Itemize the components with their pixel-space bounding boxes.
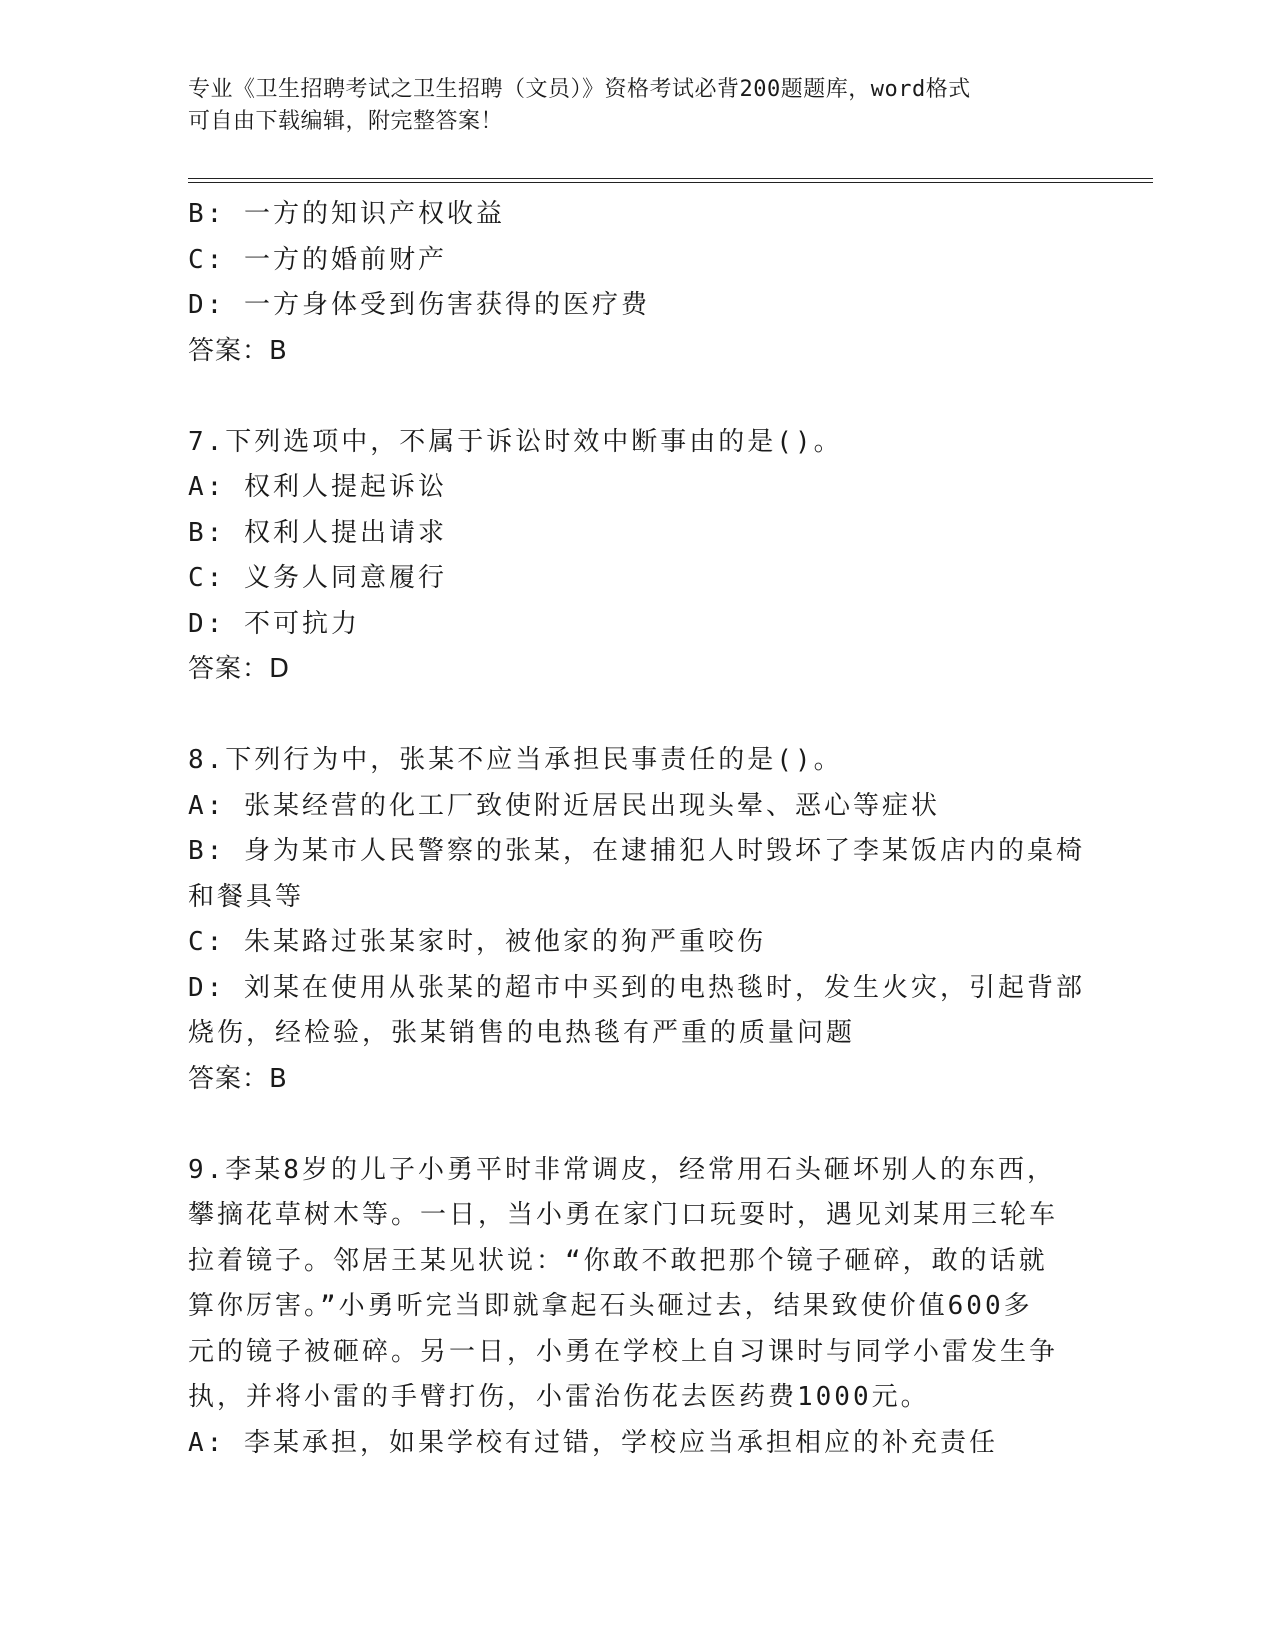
header-title-line-1: 专业《卫生招聘考试之卫生招聘（文员）》资格考试必背200题题库，word格式: [188, 77, 971, 102]
q8-option-c: C: 朱某路过张某家时，被他家的狗严重咬伤: [188, 927, 766, 957]
q8-option-d-line-2: 烧伤，经检验，张某销售的电热毯有严重的质量问题: [188, 1018, 856, 1048]
q7-answer: 答案：D: [188, 654, 291, 684]
q7-option-b: B: 权利人提出请求: [188, 517, 447, 548]
question-7-block: [188, 420, 1078, 693]
question-9-block: [188, 1148, 1078, 1467]
q7-option-d: D: 不可抗力: [188, 608, 360, 639]
spacer: [188, 1102, 1078, 1148]
q9-question-line-5: 元的镜子被砸碎。另一日，小勇在学校上自习课时与同学小雷发生争: [188, 1336, 1059, 1367]
question-8-block: [188, 738, 1085, 1102]
q7-question: 7.下列选项中，不属于诉讼时效中断事由的是()。: [188, 426, 843, 457]
q8-option-b-line-2: 和餐具等: [188, 881, 305, 912]
q7-option-c: C: 义务人同意履行: [188, 563, 447, 593]
q8-option-b-line-1: B: 身为某市人民警察的张某，在逮捕犯人时毁坏了李某饭店内的桌椅: [188, 836, 1085, 866]
q6-answer: 答案：B: [188, 335, 288, 366]
question-list: [188, 192, 1085, 1466]
q9-question-line-3: 拉着镜子。邻居王某见状说：“你敢不敢把那个镜子砸碎，敢的话就: [188, 1245, 1048, 1276]
q8-answer: 答案：B: [188, 1063, 288, 1094]
q8-option-d-line-1: D: 刘某在使用从张某的超市中买到的电热毯时，发生火灾，引起背部: [188, 972, 1085, 1003]
q9-question-line-4: 算你厉害。”小勇听完当即就拿起石头砸过去，结果致使价值600多: [188, 1291, 1033, 1321]
question-6-block: [188, 192, 1078, 374]
spacer: [188, 374, 1078, 420]
q9-question-line-2: 攀摘花草树木等。一日，当小勇在家门口玩耍时，遇见刘某用三轮车: [188, 1200, 1059, 1230]
q9-question-line-1: 9.李某8岁的儿子小勇平时非常调皮，经常用石头砸坏别人的东西，: [188, 1154, 1056, 1185]
q8-question: 8.下列行为中，张某不应当承担民事责任的是()。: [188, 745, 843, 775]
header-divider-bottom: [188, 182, 1153, 183]
q9-question-line-6: 执，并将小雷的手臂打伤，小雷治伤花去医药费1000元。: [188, 1382, 930, 1412]
q9-option-a: A: 李某承担，如果学校有过错，学校应当承担相应的补充责任: [188, 1427, 998, 1458]
header-title-line-2: 可自由下载编辑，附完整答案！: [188, 109, 504, 134]
q6-option-b: B: 一方的知识产权收益: [188, 199, 505, 229]
q7-option-a: A: 权利人提起诉讼: [188, 472, 447, 502]
document-header: [188, 74, 1068, 138]
spacer: [188, 693, 1078, 739]
q6-option-c: C: 一方的婚前财产: [188, 244, 447, 275]
q6-option-d: D: 一方身体受到伤害获得的医疗费: [188, 290, 650, 320]
header-divider-top: [188, 178, 1153, 179]
q8-option-a: A: 张某经营的化工厂致使附近居民出现头晕、恶心等症状: [188, 790, 940, 821]
